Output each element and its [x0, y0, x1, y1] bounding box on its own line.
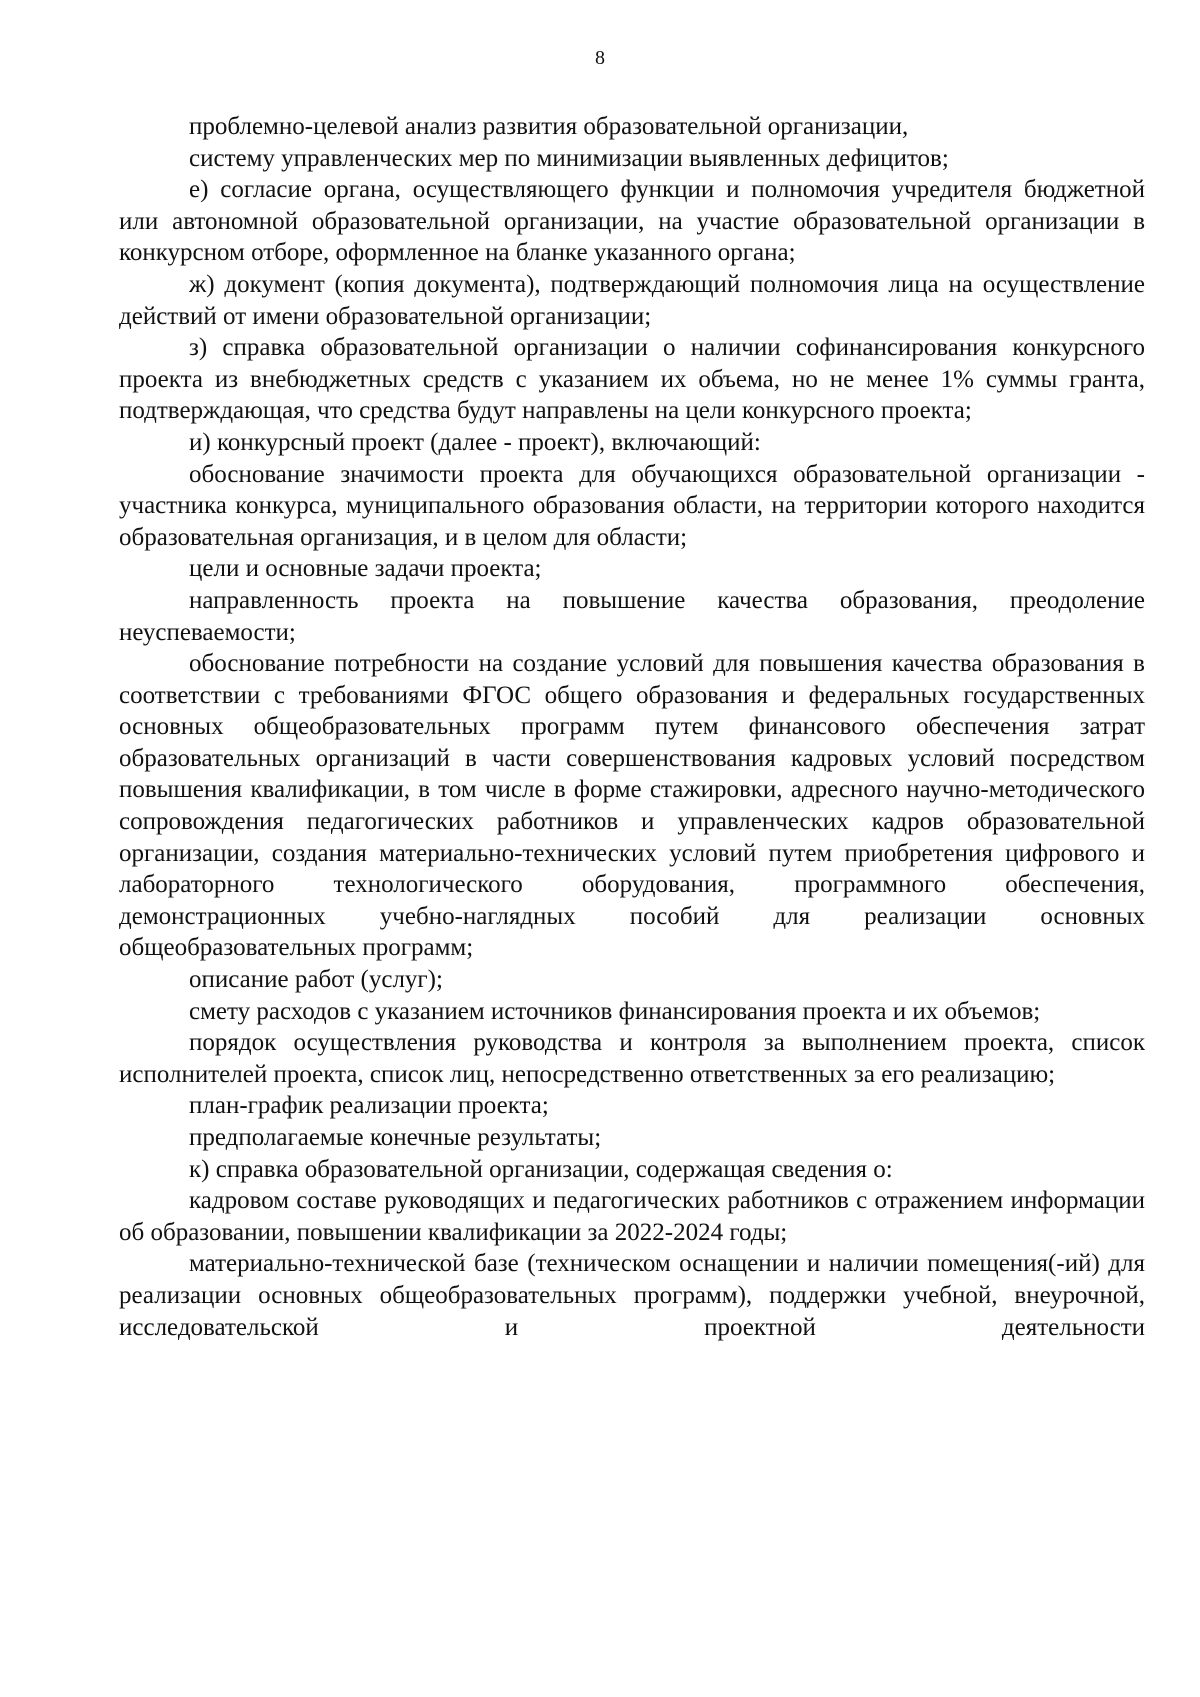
paragraph: план-график реализации проекта; — [189, 1092, 549, 1120]
paragraph: предполагаемые конечные результаты; — [189, 1124, 602, 1151]
paragraph: смету расходов с указанием источников финансирования проекта и их объемов; — [189, 997, 1041, 1025]
paragraph: цели и основные задачи проекта; — [189, 555, 542, 583]
paragraph: ж) документ (копия документа), подтверждающий полномочия лица на осуществление действий от имени образовательной организации; — [119, 270, 1145, 330]
paragraph: проблемно-целевой анализ развития образовательной организации, — [189, 113, 909, 140]
paragraph: систему управленческих мер по минимизации выявленных дефицитов; — [189, 144, 949, 172]
paragraph: кадровом составе руководящих и педагогических работников с отражением информации об образовании, повышении квалификации за 2022-2024 годы; — [119, 1187, 1145, 1246]
paragraph: обоснование потребности на создание условий для повышения качества образования в соответствии с требованиями ФГОС общего образования и федеральных государственных основных общеобразовательных программ путем финансового обеспечения затрат образовательных организаций в части совершенствования кадровых условий посредством повышения квалификации, в том числе в форме стажировки, адресного научно-методического сопровождения педагогических работников и управленческих кадров образовательной организации, создания материально-технических условий путем приобретения цифрового и лабораторного технологического оборудования, программного обеспечения, демонстрационных учебно-наглядных пособий для реализации основных общеобразовательных программ; — [119, 650, 1145, 962]
paragraph: к) справка образовательной организации, содержащая сведения о: — [189, 1155, 893, 1183]
paragraph: описание работ (услуг); — [189, 966, 443, 994]
paragraph: направленность проекта на повышение качества образования, преодоление неуспеваемости; — [119, 586, 1145, 646]
document-body — [119, 111, 1145, 1343]
paragraph: обоснование значимости проекта для обучающихся образовательной организации - участника конкурса, муниципального образования области, на территории которого находится образовательная организация, и в целом для области; — [119, 460, 1145, 551]
paragraph: порядок осуществления руководства и контроля за выполнением проекта, список исполнителей проекта, список лиц, непосредственно ответственных за его реализацию; — [119, 1029, 1145, 1088]
paragraph: з) справка образовательной организации о наличии софинансирования конкурсного проекта из внебюджетных средств с указанием их объема, но не менее 1% суммы гранта, подтверждающая, что средства будут направлены на цели конкурсного проекта; — [119, 334, 1145, 425]
page-number: 8 — [595, 47, 605, 69]
paragraph: и) конкурсный проект (далее - проект), включающий: — [189, 428, 761, 456]
paragraph: материально-технической базе (техническом оснащении и наличии помещения(-ий) для реализации основных общеобразовательных программ), поддержки учебной, внеурочной, исследовательской и проектной деятельности — [119, 1250, 1145, 1341]
paragraph: е) согласие органа, осуществляющего функции и полномочия учредителя бюджетной или автономной образовательной организации, на участие образовательной организации в конкурсном отборе, оформленное на бланке указанного органа; — [119, 176, 1145, 267]
